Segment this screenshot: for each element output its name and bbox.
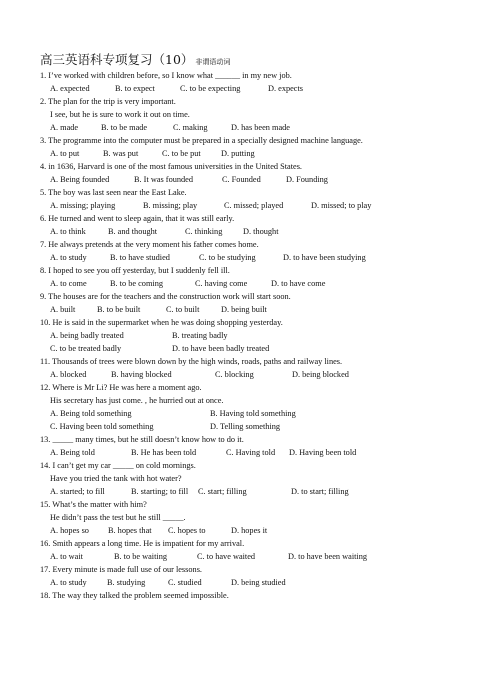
- answer-option: B. to be built: [97, 305, 141, 314]
- answer-option: C. to built: [166, 305, 200, 314]
- question-subline: His secretary has just come. , he hurried out at once.: [50, 396, 224, 405]
- answer-option: B. studying: [107, 578, 146, 587]
- answer-option: C. blocking: [215, 370, 254, 379]
- answer-option: C. missed; played: [224, 201, 284, 210]
- answer-option: C. to be expecting: [180, 84, 241, 93]
- question-stem: 6. He turned and went to sleep again, that it was still early.: [40, 214, 235, 223]
- answer-option: A. missing; playing: [50, 201, 116, 210]
- answer-option: A. to come: [50, 279, 87, 288]
- answer-option: D. thought: [243, 227, 279, 236]
- answer-option: A. being badly treated: [50, 331, 124, 340]
- answer-option: C. to be treated badly: [50, 344, 122, 353]
- answer-option: D. to have been waiting: [288, 552, 368, 561]
- answer-option: C. hopes to: [168, 526, 206, 535]
- answer-option: A. built: [50, 305, 76, 314]
- answer-option: C. making: [173, 123, 208, 132]
- question-stem: 18. The way they talked the problem seemed impossible.: [40, 591, 229, 600]
- answer-option: C. to be studying: [199, 253, 256, 262]
- answer-option: B. and thought: [108, 227, 158, 236]
- answer-option: A. made: [50, 123, 79, 132]
- answer-option: D. missed; to play: [311, 201, 372, 210]
- page-title: [40, 50, 230, 69]
- answer-option: A. hopes so: [50, 526, 89, 535]
- answer-option: B. It was founded: [134, 175, 193, 184]
- answer-option: D. Having been told: [289, 448, 357, 457]
- question-stem: 11. Thousands of trees were blown down by the high winds, roads, paths and railway lines.: [40, 357, 343, 366]
- answer-option: B. missing; play: [143, 201, 198, 210]
- answer-option: D. being blocked: [292, 370, 349, 379]
- question-stem: 5. The boy was last seen near the East Lake.: [40, 188, 187, 197]
- question-stem: 2. The plan for the trip is very important.: [40, 97, 176, 106]
- question-subline: I see, but he is sure to work it out on time.: [50, 110, 190, 119]
- answer-option: D. being studied: [231, 578, 286, 587]
- answer-option: D. expects: [268, 84, 304, 93]
- answer-option: B. starting; to fill: [131, 487, 189, 496]
- question-stem: 8. I hoped to see you off yesterday, but I suddenly fell ill.: [40, 266, 230, 275]
- answer-option: C. to be put: [162, 149, 201, 158]
- answer-option: D. Founding: [286, 175, 328, 184]
- answer-option: C. Having told: [226, 448, 276, 457]
- question-stem: 15. What’s the matter with him?: [40, 500, 147, 509]
- answer-option: C. to have waited: [197, 552, 256, 561]
- answer-option: A. expected: [50, 84, 90, 93]
- answer-option: D. hopes it: [231, 526, 268, 535]
- answer-option: A. blocked: [50, 370, 87, 379]
- question-stem: 4. in 1636, Harvard is one of the most famous universities in the United States.: [40, 162, 303, 171]
- question-subline: He didn’t pass the test but he still _____.: [50, 513, 186, 522]
- answer-option: A. to study: [50, 253, 87, 262]
- answer-option: B. treating badly: [172, 331, 228, 340]
- answer-option: B. to be waiting: [114, 552, 168, 561]
- question-stem: 1. I’ve worked with children before, so I know what ______ in my new job.: [40, 71, 292, 80]
- answer-option: A. Being told: [50, 448, 95, 457]
- question-stem: 7. He always pretends at the very moment his father comes home.: [40, 240, 259, 249]
- answer-option: D. putting: [221, 149, 255, 158]
- answer-option: D. to have been studying: [283, 253, 366, 262]
- question-stem: 14. I can’t get my car _____ on cold mornings.: [40, 461, 196, 470]
- question-stem: 17. Every minute is made full use of our lessons.: [40, 565, 202, 574]
- answer-option: B. to be coming: [110, 279, 164, 288]
- answer-option: B. having blocked: [111, 370, 172, 379]
- question-stem: 3. The programme into the computer must be prepared in a specially designed machine language.: [40, 136, 363, 145]
- answer-option: B. hopes that: [108, 526, 152, 535]
- question-stem: 10. He is said in the supermarket when he was doing shopping yesterday.: [40, 318, 283, 327]
- answer-option: D. to have come: [271, 279, 326, 288]
- answer-option: B. to expect: [115, 84, 155, 93]
- answer-option: A. to put: [50, 149, 80, 158]
- answer-option: C. having come: [195, 279, 248, 288]
- answer-option: C. Founded: [222, 175, 261, 184]
- answer-option: D. Telling something: [210, 422, 281, 431]
- title-subtitle: 非谓语动词: [195, 58, 231, 66]
- answer-option: C. studied: [168, 578, 202, 587]
- title-main: 高三英语科专项复习（10）: [40, 52, 194, 67]
- answer-option: B. Having told something: [210, 409, 296, 418]
- answer-option: C. start; filling: [198, 487, 247, 496]
- answer-option: B. to have studied: [110, 253, 170, 262]
- answer-option: D. to start; filling: [291, 487, 349, 496]
- answer-option: D. being built: [221, 305, 267, 314]
- answer-option: A. started; to fill: [50, 487, 105, 496]
- question-stem: 16. Smith appears a long time. He is impatient for my arrival.: [40, 539, 245, 548]
- question-stem: 13. _____ many times, but he still doesn’t know how to do it.: [40, 435, 244, 444]
- answer-option: B. to be made: [101, 123, 148, 132]
- answer-option: A. to think: [50, 227, 86, 236]
- question-subline: Have you tried the tank with hot water?: [50, 474, 182, 483]
- answer-option: A. Being told something: [50, 409, 132, 418]
- answer-option: A. to study: [50, 578, 87, 587]
- question-stem: 9. The houses are for the teachers and the construction work will start soon.: [40, 292, 291, 301]
- answer-option: D. has been made: [231, 123, 290, 132]
- answer-option: D. to have been badly treated: [172, 344, 270, 353]
- answer-option: A. Being founded: [50, 175, 110, 184]
- answer-option: A. to wait: [50, 552, 83, 561]
- answer-option: C. Having been told something: [50, 422, 154, 431]
- answer-option: C. thinking: [185, 227, 223, 236]
- question-stem: 12. Where is Mr Li? He was here a moment ago.: [40, 383, 202, 392]
- answer-option: B. was put: [103, 149, 139, 158]
- answer-option: B. He has been told: [131, 448, 197, 457]
